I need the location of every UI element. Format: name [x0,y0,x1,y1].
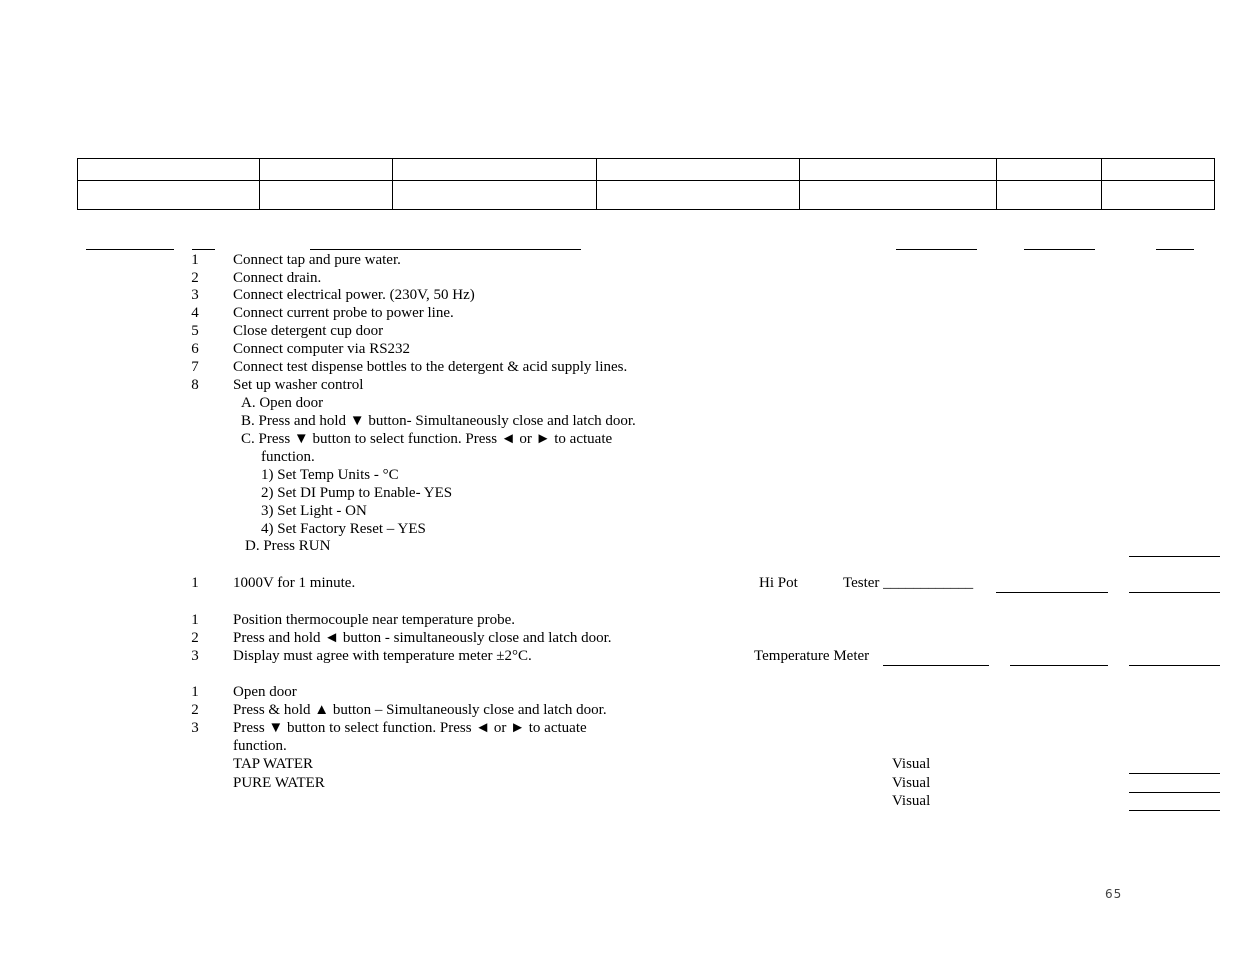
header-cell [393,181,597,210]
entry-line [996,592,1108,593]
step-text: Connect electrical power. (230V, 50 Hz) [233,287,475,303]
step-text: Close detergent cup door [233,323,384,339]
step-number: 6 [191,341,199,357]
header-cell [260,181,393,210]
header-cell [1102,159,1215,181]
entry-line [1010,665,1108,666]
instrument-label: Temperature Meter [754,648,870,664]
signature-line [1129,556,1220,557]
method-label: Visual [892,756,931,772]
step-number: 7 [191,359,199,375]
substep-text: function. [261,449,315,465]
signature-line [1129,792,1220,793]
header-cell [997,181,1102,210]
page-number: 65 [1105,887,1123,901]
substep-text: C. Press ▼ button to select function. Press ◄ or ► to actuate [241,431,613,447]
step-number: 2 [191,702,199,718]
substep-text: A. Open door [241,395,324,411]
step-number: 1 [191,684,199,700]
signature-line [1129,592,1220,593]
substep-text: D. Press RUN [245,538,331,554]
entry-line [883,665,989,666]
step-text: Press and hold ◄ button - simultaneously close and latch door. [233,630,612,646]
header-cell [800,159,997,181]
step-number: 5 [191,323,199,339]
header-cell [997,159,1102,181]
substep-text: 2) Set DI Pump to Enable- YES [261,485,453,501]
step-text: Position thermocouple near temperature probe. [233,612,515,628]
substep-text: 3) Set Light - ON [261,503,367,519]
substep-text: 4) Set Factory Reset – YES [261,521,426,537]
step-text: Connect drain. [233,270,322,286]
step-number: 3 [191,720,199,736]
column-heading-rule [310,249,581,250]
header-cell [800,181,997,210]
valve-item: TAP WATER [233,756,314,772]
header-row [78,159,1215,181]
step-text: function. [233,738,287,754]
step-text: Connect current probe to power line. [233,305,454,321]
column-heading-rule [1024,249,1095,250]
header-cell [78,181,260,210]
method-label: Visual [892,793,931,809]
column-heading-rule [896,249,977,250]
instrument-label: Tester ____________ [843,575,974,591]
valve-item: PURE WATER [233,775,325,791]
step-text: Connect tap and pure water. [233,252,401,268]
step-text: Press ▼ button to select function. Press ◄ or ► to actuate [233,720,587,736]
column-heading-rule [86,249,174,250]
step-text: Open door [233,684,297,700]
header-table [77,158,1215,210]
step-number: 3 [191,287,199,303]
header-cell [1102,181,1215,210]
step-text: Connect computer via RS232 [233,341,411,357]
substep-text: B. Press and hold ▼ button- Simultaneously close and latch door. [241,413,636,429]
step-number: 4 [191,305,199,321]
step-number: 1 [191,252,199,268]
step-number: 1 [191,612,199,628]
step-text: Connect test dispense bottles to the detergent & acid supply lines. [233,359,628,375]
step-text: Display must agree with temperature meter ±2°C. [233,648,532,664]
step-text: Press & hold ▲ button – Simultaneously close and latch door. [233,702,607,718]
step-number: 2 [191,270,199,286]
signature-line [1129,773,1220,774]
instrument-label: Hi Pot [759,575,798,591]
header-cell [393,159,597,181]
step-text: 1000V for 1 minute. [233,575,356,591]
step-text: Set up washer control [233,377,364,393]
signature-line [1129,665,1220,666]
step-number: 3 [191,648,199,664]
substep-text: 1) Set Temp Units - °C [261,467,399,483]
step-number: 2 [191,630,199,646]
step-number: 8 [191,377,199,393]
signature-line [1129,810,1220,811]
header-cell [260,159,393,181]
header-cell [78,159,260,181]
method-label: Visual [892,775,931,791]
column-heading-rule [1156,249,1194,250]
step-number: 1 [191,575,199,591]
header-row [78,181,1215,210]
header-cell [597,159,800,181]
column-heading-rule [192,249,215,250]
header-cell [597,181,800,210]
